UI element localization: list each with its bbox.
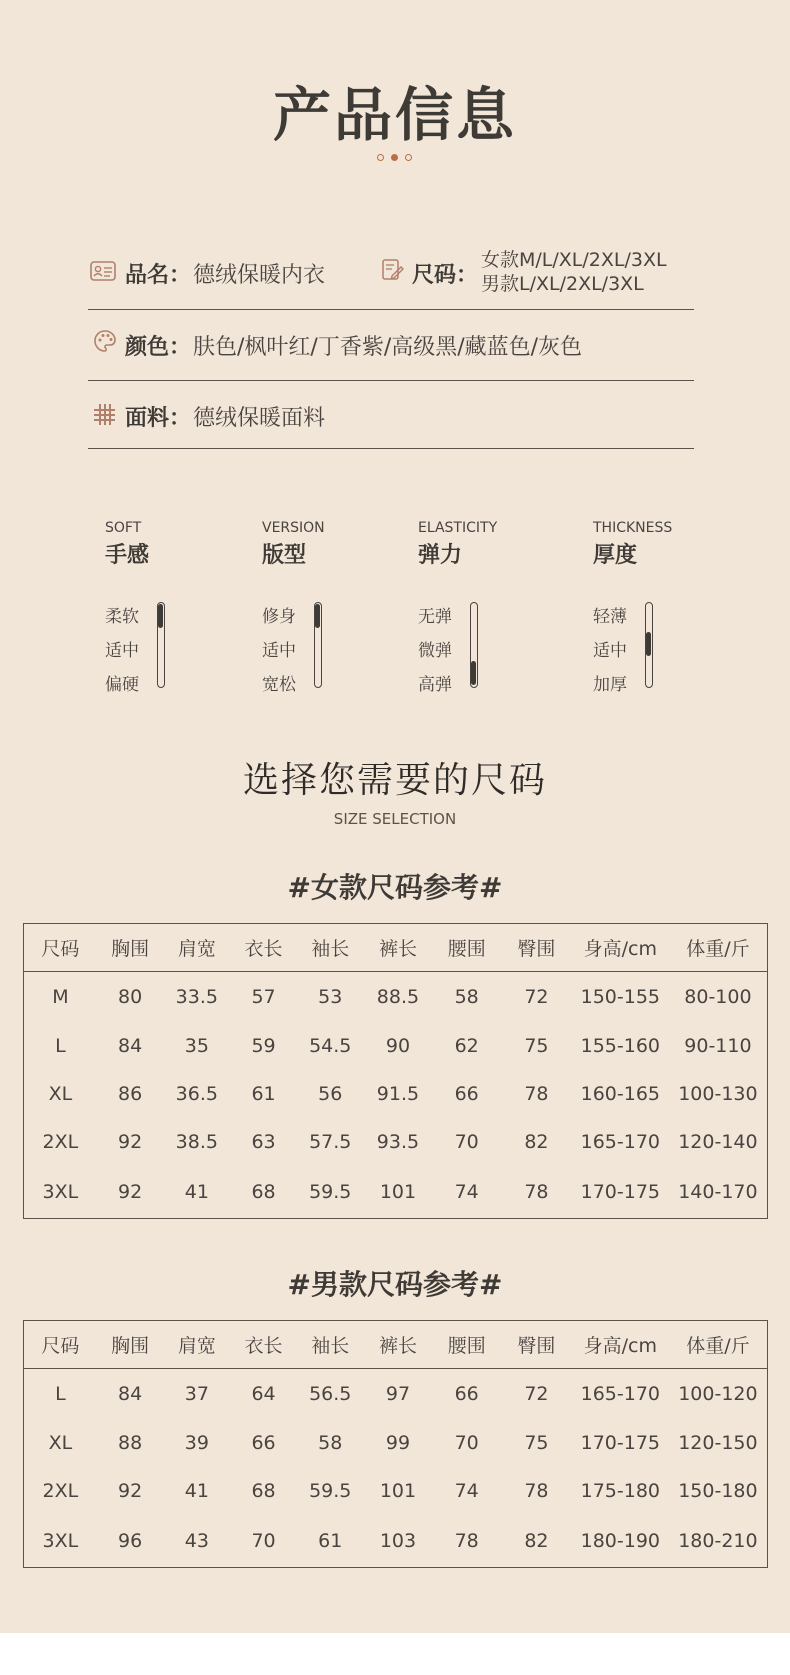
table-row xyxy=(24,1515,768,1568)
table-cell: 59 xyxy=(251,1035,276,1057)
column-header: 袖长 xyxy=(297,1321,364,1369)
fabric-value: 德绒保暖面料 xyxy=(193,406,326,431)
table-cell: 160-165 xyxy=(580,1083,661,1105)
column-header: 体重/斤 xyxy=(669,924,768,972)
level-label: 适中 xyxy=(262,641,296,661)
column-header: 肩宽 xyxy=(163,924,230,972)
table-cell: 180-190 xyxy=(580,1530,661,1552)
fabric-label: 面料： xyxy=(125,406,192,431)
level-label: 加厚 xyxy=(593,675,627,695)
column-header: 臀围 xyxy=(501,1321,572,1369)
table-row xyxy=(24,1118,768,1166)
table-cell: 39 xyxy=(184,1432,209,1454)
table-cell: 59.5 xyxy=(309,1480,352,1502)
table-cell: 120-150 xyxy=(678,1432,758,1454)
table-cell: 56.5 xyxy=(309,1383,352,1405)
size-men-value: 男款L/XL/2XL/3XL xyxy=(481,273,644,295)
level-label: 适中 xyxy=(105,641,139,661)
table-cell: 88.5 xyxy=(376,986,420,1008)
table-cell: 2XL xyxy=(42,1480,79,1502)
attribute-levels xyxy=(593,600,627,702)
table-cell: 66 xyxy=(454,1383,479,1405)
attribute-levels xyxy=(418,600,452,702)
dot-icon xyxy=(377,154,384,161)
table-cell: 70 xyxy=(454,1131,479,1153)
level-indicator xyxy=(471,661,476,685)
table-cell: 2XL xyxy=(42,1131,79,1153)
dot-icon xyxy=(405,154,412,161)
table-cell: 82 xyxy=(524,1131,549,1153)
column-header: 袖长 xyxy=(297,924,364,972)
table-header-row xyxy=(24,924,768,972)
table-cell: 78 xyxy=(524,1480,549,1502)
level-indicator xyxy=(646,632,651,656)
table-cell: 53 xyxy=(318,986,343,1008)
attribute-en-label: SOFT xyxy=(105,520,142,536)
size-selection-title: 选择您需要的尺码 xyxy=(242,760,547,801)
table-row xyxy=(24,972,768,1023)
table-cell: 37 xyxy=(184,1383,209,1405)
table-row xyxy=(24,1419,768,1467)
table-cell: 58 xyxy=(318,1432,343,1454)
table-row xyxy=(24,1467,768,1515)
table-cell: 180-210 xyxy=(678,1530,758,1552)
table-cell: 93.5 xyxy=(376,1131,420,1153)
column-header: 臀围 xyxy=(501,924,572,972)
table-cell: 74 xyxy=(454,1480,479,1502)
column-header: 胸围 xyxy=(97,924,164,972)
table-cell: 68 xyxy=(251,1480,276,1502)
attribute-thickness xyxy=(593,520,733,695)
table-cell: 72 xyxy=(524,1383,549,1405)
level-label: 轻薄 xyxy=(593,607,627,627)
divider xyxy=(88,309,694,310)
size-selection-subtitle: SIZE SELECTION xyxy=(333,810,457,828)
column-header: 腰围 xyxy=(432,1321,501,1369)
attribute-soft xyxy=(105,520,245,695)
column-header: 身高/cm xyxy=(572,924,669,972)
name-value: 德绒保暖内衣 xyxy=(193,263,326,288)
column-header: 尺码 xyxy=(24,924,97,972)
table-cell: 59.5 xyxy=(309,1181,352,1203)
divider xyxy=(88,448,694,449)
table-cell: 3XL xyxy=(42,1530,79,1552)
level-indicator xyxy=(315,604,320,628)
attribute-cn-label: 版型 xyxy=(262,543,307,568)
table-cell: 3XL xyxy=(42,1181,79,1203)
men-table-title: #男款尺码参考# xyxy=(287,1268,503,1301)
level-indicator xyxy=(158,604,163,628)
table-cell: 150-180 xyxy=(678,1480,758,1502)
table-cell: 165-170 xyxy=(580,1383,661,1405)
table-cell: 70 xyxy=(454,1432,479,1454)
table-cell: 57.5 xyxy=(309,1131,352,1153)
table-cell: 33.5 xyxy=(175,986,218,1008)
attribute-en-label: VERSION xyxy=(262,520,325,536)
level-label: 微弹 xyxy=(418,641,452,661)
table-row xyxy=(24,1070,768,1118)
table-row xyxy=(24,1022,768,1070)
table-cell: 92 xyxy=(118,1480,143,1502)
table-cell: 99 xyxy=(385,1432,411,1454)
table-cell: 61 xyxy=(318,1530,343,1552)
table-cell: 101 xyxy=(379,1480,417,1502)
table-cell: 90-110 xyxy=(684,1035,752,1057)
column-header: 裤长 xyxy=(364,924,433,972)
divider xyxy=(88,380,694,381)
column-header: 体重/斤 xyxy=(669,1321,768,1369)
attribute-cn-label: 厚度 xyxy=(593,543,638,568)
fabric-grid-icon xyxy=(93,403,116,426)
attribute-levels xyxy=(262,600,296,702)
level-label: 无弹 xyxy=(418,607,452,627)
column-header: 尺码 xyxy=(24,1321,97,1369)
attribute-levels xyxy=(105,600,139,702)
table-cell: 140-170 xyxy=(678,1181,758,1203)
table-cell: 78 xyxy=(454,1530,479,1552)
table-cell: 88 xyxy=(118,1432,143,1454)
table-cell: 96 xyxy=(118,1530,143,1552)
women-size-table xyxy=(23,923,768,1219)
size-women-value: 女款M/L/XL/2XL/3XL xyxy=(481,249,667,271)
table-header-row xyxy=(24,1321,768,1369)
table-cell: 64 xyxy=(251,1383,276,1405)
color-label: 颜色： xyxy=(125,335,192,360)
table-cell: 57 xyxy=(251,986,276,1008)
table-cell: 38.5 xyxy=(175,1131,218,1153)
level-label: 偏硬 xyxy=(105,675,139,695)
size-values xyxy=(481,248,667,296)
dot-icon xyxy=(391,154,398,161)
table-row xyxy=(24,1369,768,1420)
table-cell: 70 xyxy=(251,1530,276,1552)
table-cell: 63 xyxy=(251,1131,276,1153)
table-cell: 86 xyxy=(118,1083,143,1105)
table-cell: 82 xyxy=(524,1530,549,1552)
women-table-title: #女款尺码参考# xyxy=(287,871,503,904)
table-cell: 100-130 xyxy=(678,1083,758,1105)
table-cell: 80-100 xyxy=(684,986,752,1008)
table-cell: 84 xyxy=(118,1035,143,1057)
table-cell: 41 xyxy=(184,1480,209,1502)
table-cell: 170-175 xyxy=(580,1432,661,1454)
level-label: 适中 xyxy=(593,641,627,661)
attribute-en-label: ELASTICITY xyxy=(418,520,498,536)
table-cell: 41 xyxy=(184,1181,209,1203)
table-cell: 90 xyxy=(385,1035,411,1057)
page-title: 产品信息 xyxy=(272,81,517,149)
table-cell: 56 xyxy=(318,1083,343,1105)
level-label: 高弹 xyxy=(418,675,452,695)
table-cell: L xyxy=(55,1383,66,1405)
table-row xyxy=(24,1166,768,1219)
level-label: 修身 xyxy=(262,607,296,627)
table-cell: 68 xyxy=(251,1181,276,1203)
attribute-cn-label: 弹力 xyxy=(418,543,463,568)
attribute-en-label: THICKNESS xyxy=(593,520,673,536)
table-cell: 62 xyxy=(454,1035,479,1057)
attribute-elasticity xyxy=(418,520,558,695)
column-header: 肩宽 xyxy=(163,1321,230,1369)
table-cell: XL xyxy=(48,1083,73,1105)
level-track xyxy=(314,602,322,688)
table-cell: 175-180 xyxy=(580,1480,661,1502)
table-cell: 78 xyxy=(524,1181,549,1203)
table-cell: 100-120 xyxy=(678,1383,758,1405)
column-header: 衣长 xyxy=(230,924,297,972)
column-header: 腰围 xyxy=(432,924,501,972)
table-cell: 66 xyxy=(454,1083,479,1105)
men-size-table xyxy=(23,1320,768,1568)
table-cell: 80 xyxy=(118,986,143,1008)
table-cell: 66 xyxy=(251,1432,276,1454)
table-cell: 97 xyxy=(385,1383,411,1405)
table-cell: 150-155 xyxy=(580,986,661,1008)
column-header: 衣长 xyxy=(230,1321,297,1369)
level-track xyxy=(470,602,478,688)
table-cell: 72 xyxy=(524,986,549,1008)
table-cell: 120-140 xyxy=(678,1131,758,1153)
attribute-version xyxy=(262,520,402,695)
table-cell: 78 xyxy=(524,1083,549,1105)
table-cell: 92 xyxy=(118,1181,143,1203)
table-cell: 61 xyxy=(251,1083,276,1105)
palette-icon xyxy=(93,329,117,353)
table-cell: 58 xyxy=(454,986,479,1008)
table-cell: 101 xyxy=(379,1181,417,1203)
table-cell: 54.5 xyxy=(309,1035,352,1057)
level-label: 宽松 xyxy=(262,675,296,695)
table-cell: 75 xyxy=(524,1035,549,1057)
table-cell: 165-170 xyxy=(580,1131,661,1153)
table-cell: 43 xyxy=(184,1530,209,1552)
table-cell: 36.5 xyxy=(175,1083,218,1105)
table-cell: 35 xyxy=(184,1035,209,1057)
column-header: 胸围 xyxy=(97,1321,164,1369)
attribute-cn-label: 手感 xyxy=(105,543,150,568)
table-cell: M xyxy=(52,986,69,1008)
id-card-icon xyxy=(90,261,116,281)
size-label: 尺码： xyxy=(412,263,479,288)
table-cell: XL xyxy=(48,1432,73,1454)
edit-note-icon xyxy=(382,258,404,282)
color-value: 肤色/枫叶红/丁香紫/高级黑/藏蓝色/灰色 xyxy=(193,335,583,360)
name-label: 品名： xyxy=(125,263,192,288)
table-cell: 75 xyxy=(524,1432,549,1454)
table-cell: 91.5 xyxy=(376,1083,420,1105)
table-cell: 84 xyxy=(118,1383,143,1405)
table-cell: 155-160 xyxy=(580,1035,661,1057)
table-cell: L xyxy=(55,1035,66,1057)
column-header: 身高/cm xyxy=(572,1321,669,1369)
table-cell: 103 xyxy=(379,1530,417,1552)
level-label: 柔软 xyxy=(105,607,139,627)
table-cell: 74 xyxy=(454,1181,479,1203)
level-track xyxy=(157,602,165,688)
column-header: 裤长 xyxy=(364,1321,433,1369)
table-cell: 170-175 xyxy=(580,1181,661,1203)
table-cell: 92 xyxy=(118,1131,143,1153)
level-track xyxy=(645,602,653,688)
